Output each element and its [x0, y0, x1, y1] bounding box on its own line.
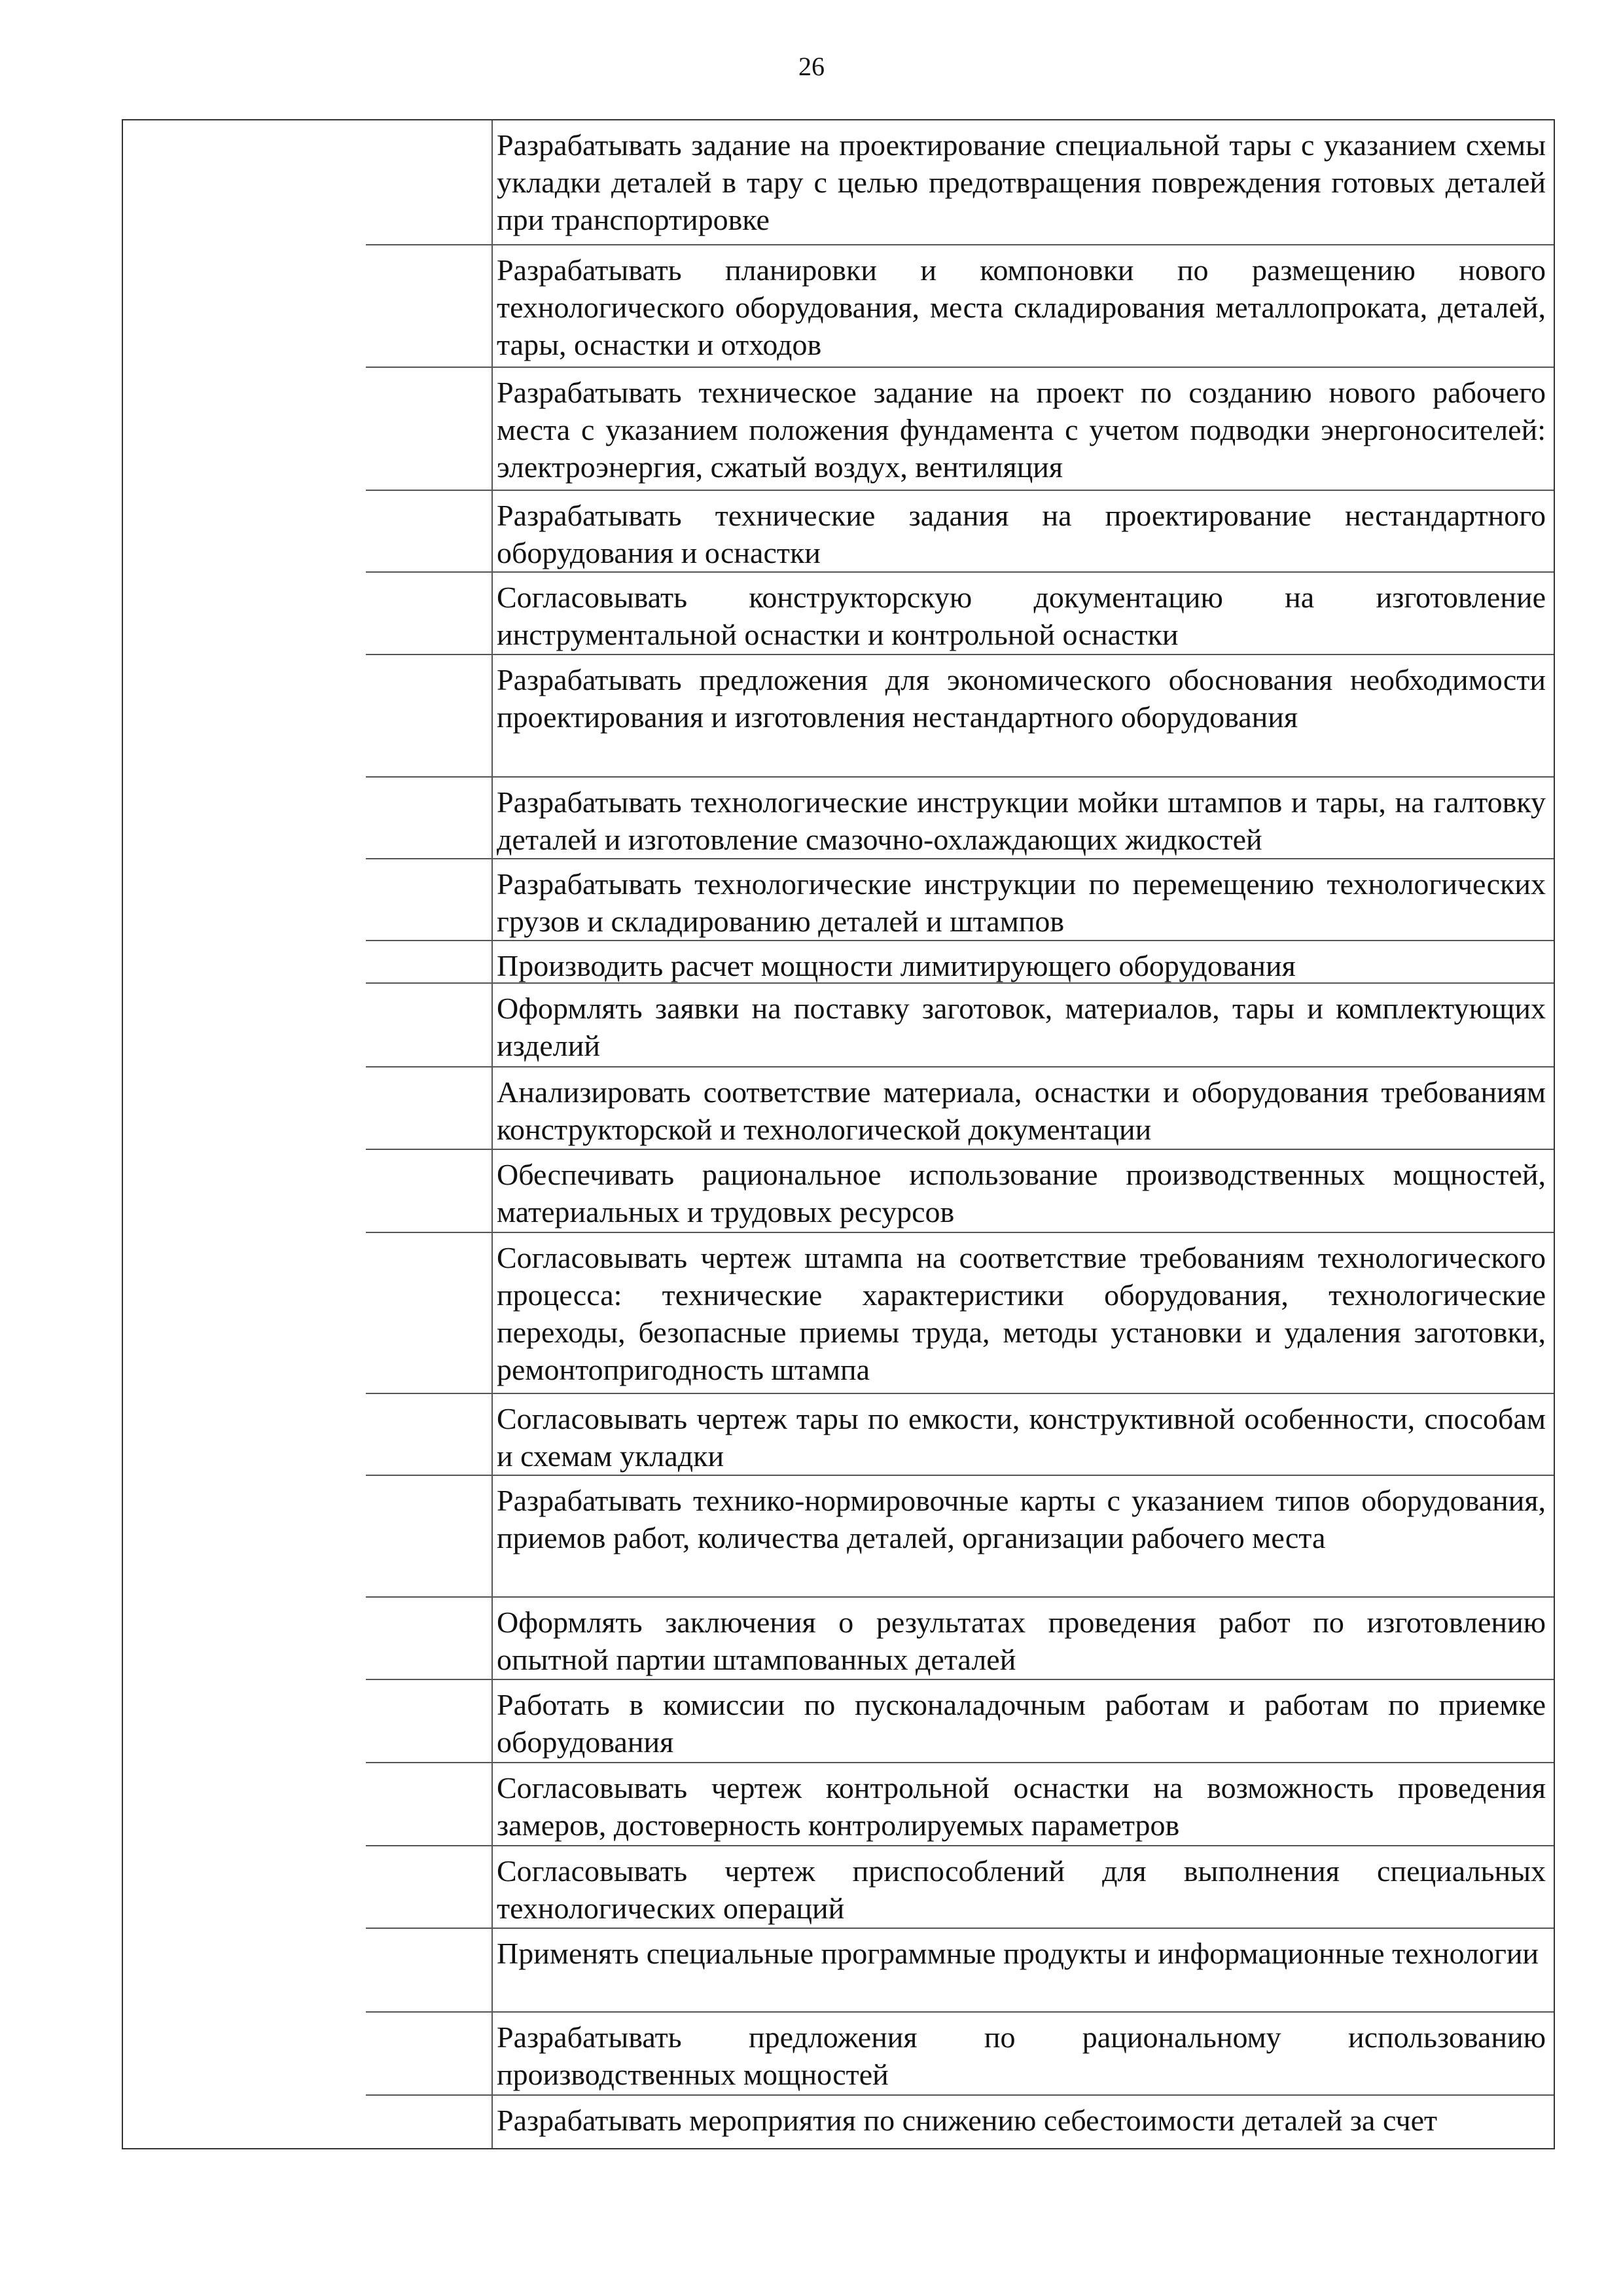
table-row [366, 1763, 1554, 1846]
row-text: Применять специальные программные продукты и информационные технологии [497, 1937, 1539, 1970]
row-text: Производить расчет мощности лимитирующего оборудования [497, 949, 1296, 982]
table-row [366, 245, 1554, 368]
row-text: Разрабатывать мероприятия по снижению себестоимости деталей за счет [497, 2104, 1438, 2137]
row-text: Анализировать соответствие материала, оснастки и оборудования требованиям конструкторской и технологической документации [497, 1075, 1546, 1146]
table-row [366, 573, 1554, 655]
table-row [366, 1598, 1554, 1680]
row-text: Согласовывать конструкторскую документацию на изготовление инструментальной оснастки и контрольной оснастки [497, 581, 1546, 651]
row-text: Работать в комиссии по пусконаладочным работам и работам по приемке оборудования [497, 1688, 1546, 1759]
row-text: Разрабатывать предложения для экономического обоснования необходимости проектирования и изготовления нестандартного оборудования [497, 663, 1546, 734]
table-row [366, 1067, 1554, 1150]
labor-functions-table [122, 119, 1555, 2149]
row-text: Согласовывать чертеж штампа на соответствие требованиям технологического процесса: технические характеристики оборудования, технологические переходы, безопасные приемы труда, методы установки и удаления заготовки, ремонтопригодность штампа [497, 1241, 1546, 1386]
table-row [366, 655, 1554, 778]
table-row [366, 491, 1554, 573]
table-row [366, 778, 1554, 859]
table-row [366, 1476, 1554, 1598]
table-row [366, 1394, 1554, 1476]
table-row [366, 1150, 1554, 1233]
table-row [366, 368, 1554, 491]
table-row [366, 859, 1554, 941]
table-row [366, 2096, 1554, 2136]
table-right-column [493, 120, 1554, 2148]
table-row [366, 1680, 1554, 1763]
row-text: Разрабатывать задание на проектирование специальной тары с указанием схемы укладки деталей в тару с целью предотвращения повреждения готовых деталей при транспортировке [497, 128, 1546, 236]
row-text: Разрабатывать планировки и компоновки по размещению нового технологического оборудования, места складирования металлопроката, деталей, тары, оснастки и отходов [497, 253, 1546, 361]
row-text: Разрабатывать технико-нормировочные карты с указанием типов оборудования, приемов работ, количества деталей, организации рабочего места [497, 1484, 1546, 1554]
row-text: Разрабатывать предложения по рациональному использованию производственных мощностей [497, 2020, 1546, 2091]
row-text: Разрабатывать технологические инструкции по перемещению технологических грузов и складированию деталей и штампов [497, 867, 1546, 938]
table-row [366, 2013, 1554, 2096]
row-text: Обеспечивать рациональное использование производственных мощностей, материальных и трудовых ресурсов [497, 1158, 1546, 1229]
row-text: Разрабатывать технологические инструкции мойки штампов и тары, на галтовку деталей и изготовление смазочно-охлаждающих жидкостей [497, 785, 1546, 856]
table-row [366, 1846, 1554, 1929]
table-row [366, 984, 1554, 1067]
row-text: Согласовывать чертеж тары по емкости, конструктивной особенности, способам и схемам укладки [497, 1402, 1546, 1473]
row-text: Согласовывать чертеж приспособлений для выполнения специальных технологических операций [497, 1854, 1546, 1925]
row-text: Разрабатывать техническое задание на проект по созданию нового рабочего места с указанием положения фундамента с учетом подводки энергоносителей: электроэнергия, сжатый воздух, вентиляция [497, 376, 1546, 484]
table-row [366, 120, 1554, 245]
row-text: Оформлять заключения о результатах проведения работ по изготовлению опытной партии штампованных деталей [497, 1605, 1546, 1676]
row-text: Оформлять заявки на поставку заготовок, материалов, тары и комплектующих изделий [497, 992, 1546, 1062]
table-row [366, 1929, 1554, 2013]
table-row [366, 941, 1554, 984]
row-text: Разрабатывать технические задания на проектирование нестандартного оборудования и оснастки [497, 499, 1546, 569]
row-text: Согласовывать чертеж контрольной оснастки на возможность проведения замеров, достоверность контролируемых параметров [497, 1771, 1546, 1842]
table-row [366, 1233, 1554, 1394]
page-number: 26 [798, 52, 825, 81]
